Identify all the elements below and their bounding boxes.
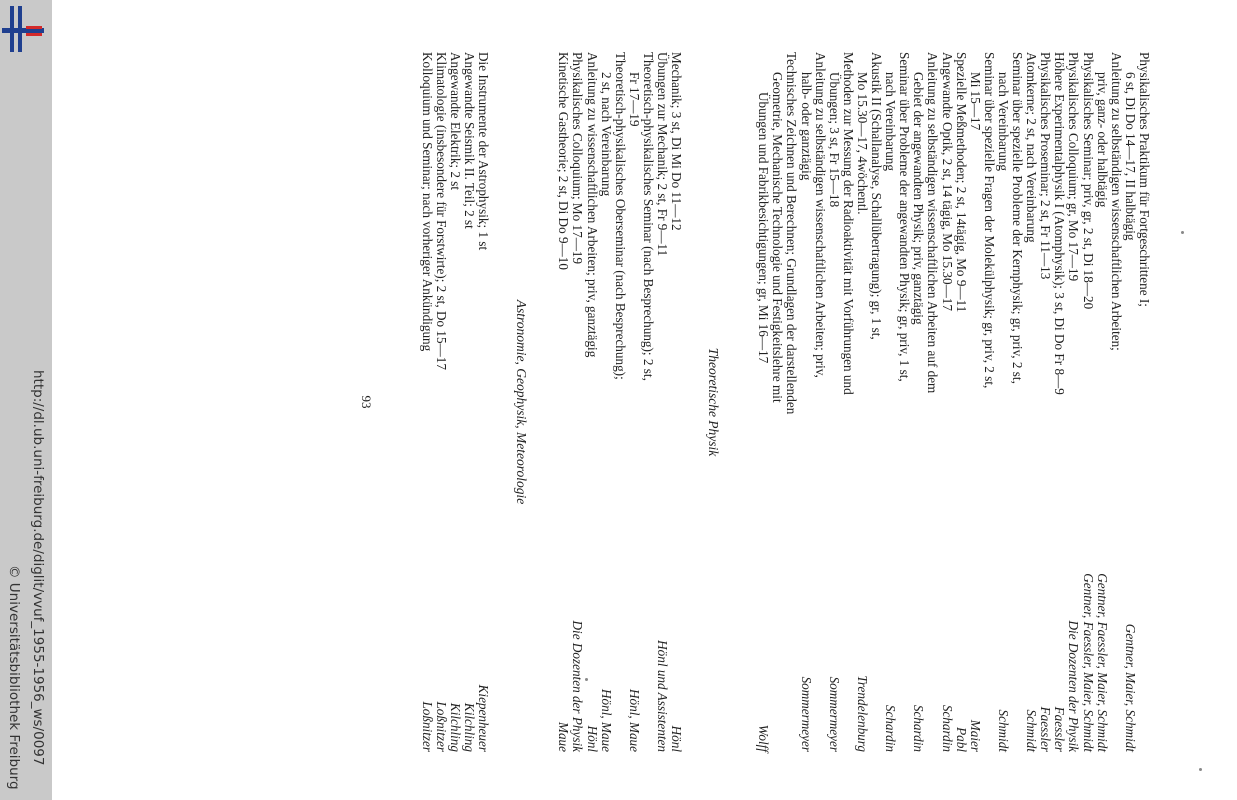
lecturer-name: Die Dozenten der Physik	[570, 620, 586, 752]
course-line	[982, 52, 996, 752]
course-line	[669, 52, 683, 752]
course-line	[996, 52, 1010, 752]
lecturer-name: Kilchling	[448, 702, 464, 752]
lecturer-name: Wolff	[756, 724, 772, 752]
course-line	[869, 52, 883, 752]
course-text: Methoden zur Messung der Radioaktivität mit Vorführungen und	[840, 52, 856, 395]
course-text: Anleitung zu wissenschaftlichen Arbeiten; priv, ganztägig	[584, 52, 600, 358]
lecturer-name: Hönl und Assistenten	[655, 640, 671, 752]
course-line	[476, 52, 490, 752]
university-logo-icon	[2, 6, 44, 52]
sidebar	[0, 0, 52, 800]
course-text: Gebiet der angewandten Physik; priv, ganztägig	[911, 72, 927, 325]
course-line	[841, 52, 855, 752]
course-text: Physikalisches Praktikum für Fortgeschrittene I;	[1137, 52, 1152, 307]
lecturer-name: Hönl, Maue	[598, 689, 614, 752]
lecturer-name: Faessler	[1052, 706, 1068, 752]
lecturer-name: Schmidt	[996, 709, 1011, 752]
course-line	[1137, 52, 1151, 752]
course-line	[770, 52, 784, 752]
course-line	[897, 52, 911, 752]
course-text: priv, ganz- oder halbtägig	[1094, 72, 1110, 208]
course-text: Die Instrumente der Astrophysik; 1 st	[476, 52, 492, 251]
course-line	[1010, 52, 1024, 752]
course-text: Theoretisch-physikalisches Seminar (nach Besprechung); 2 st,	[641, 52, 656, 381]
lecturer-name: Maue	[556, 721, 572, 752]
course-text: Angewandte Seismik II. Teil; 2 st	[462, 52, 478, 229]
course-text: Physikalisches Proseminar; 2 st, Fr 11—13	[1038, 52, 1054, 280]
lecturer-name: Loßnitzer	[434, 701, 449, 752]
lecturer-name: Hönl	[584, 725, 600, 752]
course-line	[434, 52, 448, 752]
course-text: Übungen; 3 st, Fr 15—18	[826, 72, 842, 208]
course-line	[448, 52, 462, 752]
lecturer-name: Kilchling	[462, 702, 478, 752]
course-line	[1024, 52, 1038, 752]
course-text: Seminar über spezielle Probleme der Kernphysik; gr, priv, 2 st,	[1010, 52, 1026, 384]
course-line	[571, 52, 585, 752]
course-line	[462, 52, 476, 752]
course-line	[911, 52, 925, 752]
course-text: Physikalisches Colloquium; gr, Mo 17—19	[1066, 52, 1082, 282]
course-line	[655, 52, 669, 752]
course-line	[827, 52, 841, 752]
lecturer-name: Pabl	[953, 727, 969, 752]
course-text: Anleitung zu selbständigen wissenschaftlichen Arbeiten; priv,	[812, 52, 828, 378]
lecturer-name: Maier	[967, 719, 983, 752]
course-text: Geometrie, Mechanische Technologie und Festigkeitslehre mit	[770, 72, 786, 403]
lecturer-name: Hönl	[669, 725, 685, 752]
lecturer-name: Gentner, Maier, Schmidt	[1122, 623, 1138, 752]
lecturer-name: Gentner, Faessler, Maier, Schmidt	[1080, 573, 1096, 752]
course-line	[855, 52, 869, 752]
lecturer-name: Sommermeyer	[826, 676, 842, 752]
course-line	[785, 52, 799, 752]
course-text: Physikalisches Colloquium; Mo 17—19	[570, 52, 586, 265]
lecturer-name: Die Dozenten der Physik	[1066, 620, 1082, 752]
section-heading	[514, 52, 528, 752]
course-line	[641, 52, 655, 752]
lecturer-name: Schmidt	[1024, 709, 1040, 752]
lecturer-name: Sommermeyer	[798, 676, 814, 752]
course-text: nach Vereinbarung	[883, 72, 899, 171]
course-text: Spezielle Meßmethoden; 2 st, 14tägig, Mo 9—11	[953, 52, 969, 313]
course-text: Kinetische Gastheorie; 2 st, Di Do 9—10	[556, 52, 572, 270]
course-text: Theoretisch-physikalisches Oberseminar (nach Besprechung);	[612, 52, 628, 380]
course-text: Mo 15.30—17, 4wöchentl.	[855, 72, 870, 215]
course-line	[968, 52, 982, 752]
course-text: Seminar über Probleme der angewandten Physik; gr, priv, 1 st,	[897, 52, 913, 382]
section-heading	[706, 52, 720, 752]
course-line	[813, 52, 827, 752]
course-text: Fr 17—19	[626, 72, 642, 127]
course-line	[1052, 52, 1066, 752]
course-text: Anleitung zu selbständigen wissenschaftlichen Arbeiten;	[1108, 52, 1124, 351]
lecturer-name: Trendelenburg	[855, 675, 870, 752]
course-text: Höhere Experimentalphysik I (Atomphysik); 3 st, Di Do Fr 8—9	[1052, 52, 1068, 395]
course-line	[926, 52, 940, 752]
lecturer-name: Kiepenheuer	[476, 684, 492, 752]
course-text: 2 st, nach Vereinbarung	[598, 72, 614, 197]
document-url[interactable]: http://dl.ub.uni-freiburg.de/diglit/vvuf_1955-1956_ws/0097	[30, 370, 46, 766]
lecturer-name: Loßnitzer	[419, 701, 435, 752]
course-line	[1123, 52, 1137, 752]
rotated-page-content	[151, 52, 1151, 752]
course-line	[1067, 52, 1081, 752]
course-line	[627, 52, 641, 752]
course-text: Technisches Zeichnen und Berechnen; Grundlagen der darstellenden	[784, 52, 800, 415]
course-text: Seminar über spezielle Fragen der Molekülphysik; gr, priv, 2 st,	[981, 52, 997, 389]
course-text: Anleitung zu selbständigen wissenschaftlichen Arbeiten auf dem	[925, 52, 941, 394]
course-text: halb- oder ganztägig	[798, 72, 814, 181]
course-line	[556, 52, 570, 752]
course-text: Kolloquium und Seminar; nach vorheriger Ankündigung	[419, 52, 435, 352]
lecturer-name: Schardin	[883, 704, 899, 752]
lecturer-name: Schardin	[911, 704, 927, 752]
lecturer-name: Hönl, Maue	[626, 689, 642, 752]
course-text: nach Vereinbarung	[996, 72, 1011, 171]
course-line	[940, 52, 954, 752]
course-line	[1095, 52, 1109, 752]
section-heading-text: Astronomie, Geophysik, Meteorologie	[514, 299, 530, 505]
course-line	[1081, 52, 1095, 752]
course-text: Akustik II (Schallanalyse, Schallübertragung); gr, 1 st,	[869, 52, 885, 340]
copyright-notice: © Universitätsbibliothek Freiburg	[6, 565, 22, 790]
course-line	[585, 52, 599, 752]
course-text: Mi 15—17	[967, 72, 983, 131]
course-text: Physikalisches Seminar; priv, gr, 2 st, Di 18—20	[1080, 52, 1096, 310]
course-line	[883, 52, 897, 752]
course-line	[420, 52, 434, 752]
course-text: Angewandte Elektrik; 2 st	[448, 52, 464, 191]
page-number: 93	[358, 395, 374, 409]
course-text: 6 st, Di Do 14—17, II halbtägig	[1122, 72, 1138, 241]
course-text: Atomkerne; 2 st, nach Vereinbarung	[1024, 52, 1040, 243]
course-line	[954, 52, 968, 752]
course-line	[799, 52, 813, 752]
lecturer-name: Schardin	[939, 704, 955, 752]
course-line	[1038, 52, 1052, 752]
course-line	[599, 52, 613, 752]
course-text: Mechanik; 3 st, Di Mi Do 11—12	[669, 52, 685, 231]
course-line	[756, 52, 770, 752]
lecturer-name: Gentner, Faessler, Maier, Schmidt	[1094, 573, 1110, 752]
course-text: Angewandte Optik, 2 st, 14 tägig, Mo 15.30—17	[939, 52, 955, 311]
course-text: Übungen und Fabrikbesichtigungen; gr, Mi 16—17	[756, 92, 772, 364]
course-text: Klimatologie (insbesondere für Forstwirte); 2 st, Do 15—17	[434, 52, 449, 370]
course-line	[1109, 52, 1123, 752]
lecturer-name: Faessler	[1038, 706, 1054, 752]
section-heading-text: Theoretische Physik	[706, 347, 722, 457]
course-text: Übungen zur Mechanik; 2 st, Fr 9—11	[655, 52, 671, 257]
course-line	[613, 52, 627, 752]
